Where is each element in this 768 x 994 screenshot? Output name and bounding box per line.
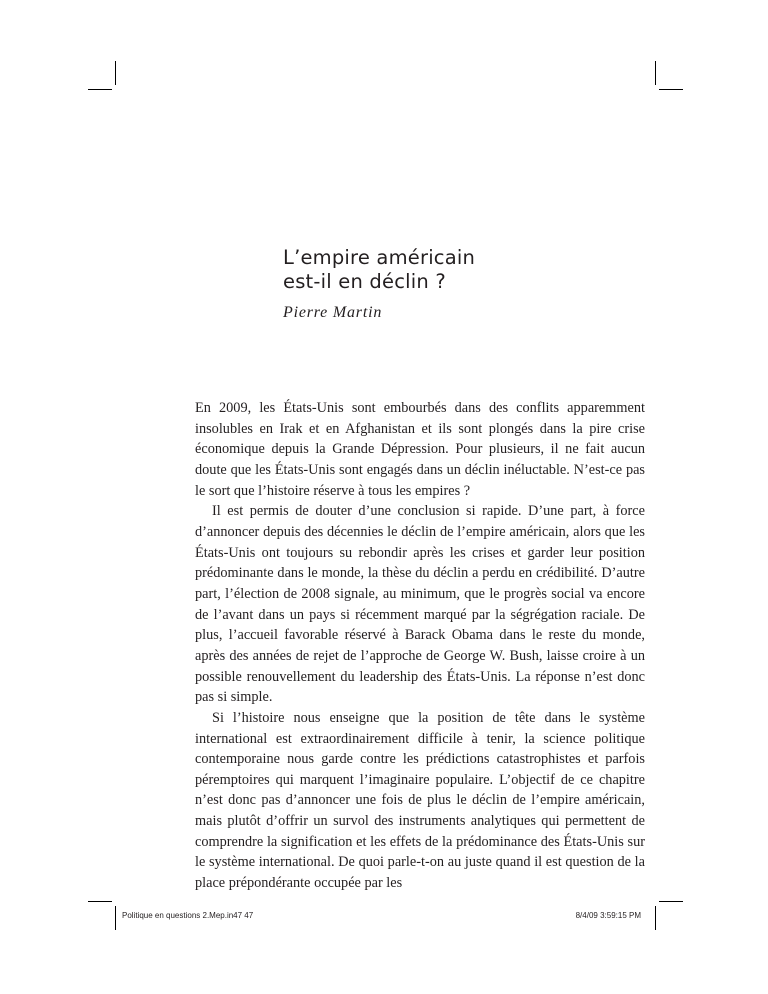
footer-file-slug: Politique en questions 2.Mep.in47 47: [122, 911, 254, 920]
footer-timestamp: 8/4/09 3:59:15 PM: [575, 911, 641, 920]
chapter-title-line-2: est-il en déclin ?: [283, 270, 446, 293]
crop-mark-bottom-left-horizontal: [88, 901, 112, 902]
paragraph-2: Il est permis de douter d’une conclusion si rapide. D’une part, à force d’annoncer depuis des décennies le déclin de l’empire américain, alors que les États-Unis ont toujours su rebondir après les crises et garder leur position prédominante dans le monde, la thèse du déclin a perdu en crédibilité. D’autre part, l’élection de 2008 signale, au minimum, que le progrès social va encore de l’avant dans un pays si récemment marqué par la ségrégation raciale. De plus, l’accueil favorable réservé à Barack Obama dans le reste du monde, après des années de rejet de l’approche de George W. Bush, laisse croire à un possible renouvellement du leadership des États-Unis. La réponse n’est donc pas si simple.: [195, 503, 645, 706]
chapter-title-line-1: L’empire américain: [283, 246, 476, 269]
chapter-author: Pierre Martin: [283, 304, 383, 321]
crop-mark-bottom-right-horizontal: [659, 901, 683, 902]
crop-mark-bottom-left-vertical: [115, 906, 116, 930]
crop-mark-top-right-vertical: [655, 61, 656, 85]
crop-mark-top-left-vertical: [115, 61, 116, 85]
crop-mark-top-left-horizontal: [88, 89, 112, 90]
chapter-title: [283, 246, 663, 294]
crop-mark-bottom-right-vertical: [655, 906, 656, 930]
crop-mark-top-right-horizontal: [659, 89, 683, 90]
chapter-body: [195, 398, 645, 894]
paragraph-3: Si l’histoire nous enseigne que la position de tête dans le système international est extraordinairement difficile à tenir, la science politique contemporaine nous garde contre les prédictions catastrophistes et parfois péremptoires qui marquent l’imaginaire populaire. L’objectif de ce chapitre n’est donc pas d’annoncer une fois de plus le déclin de l’empire américain, mais plutôt d’offrir un survol des instruments analytiques qui permettent de comprendre la signification et les effets de la prédominance des États-Unis sur le système international. De quoi parle-t-on au juste quand il est question de la place prépondérante occupée par les: [195, 709, 645, 892]
paragraph-1: En 2009, les États-Unis sont embourbés dans des conflits apparemment insolubles en Irak et en Afghanistan et ils sont plongés dans la pire crise économique depuis la Grande Dépression. Pour plusieurs, il ne fait aucun doute que les États-Unis sont engagés dans un déclin inéluctable. N’est-ce pas le sort que l’histoire réserve à tous les empires ?: [195, 400, 645, 499]
